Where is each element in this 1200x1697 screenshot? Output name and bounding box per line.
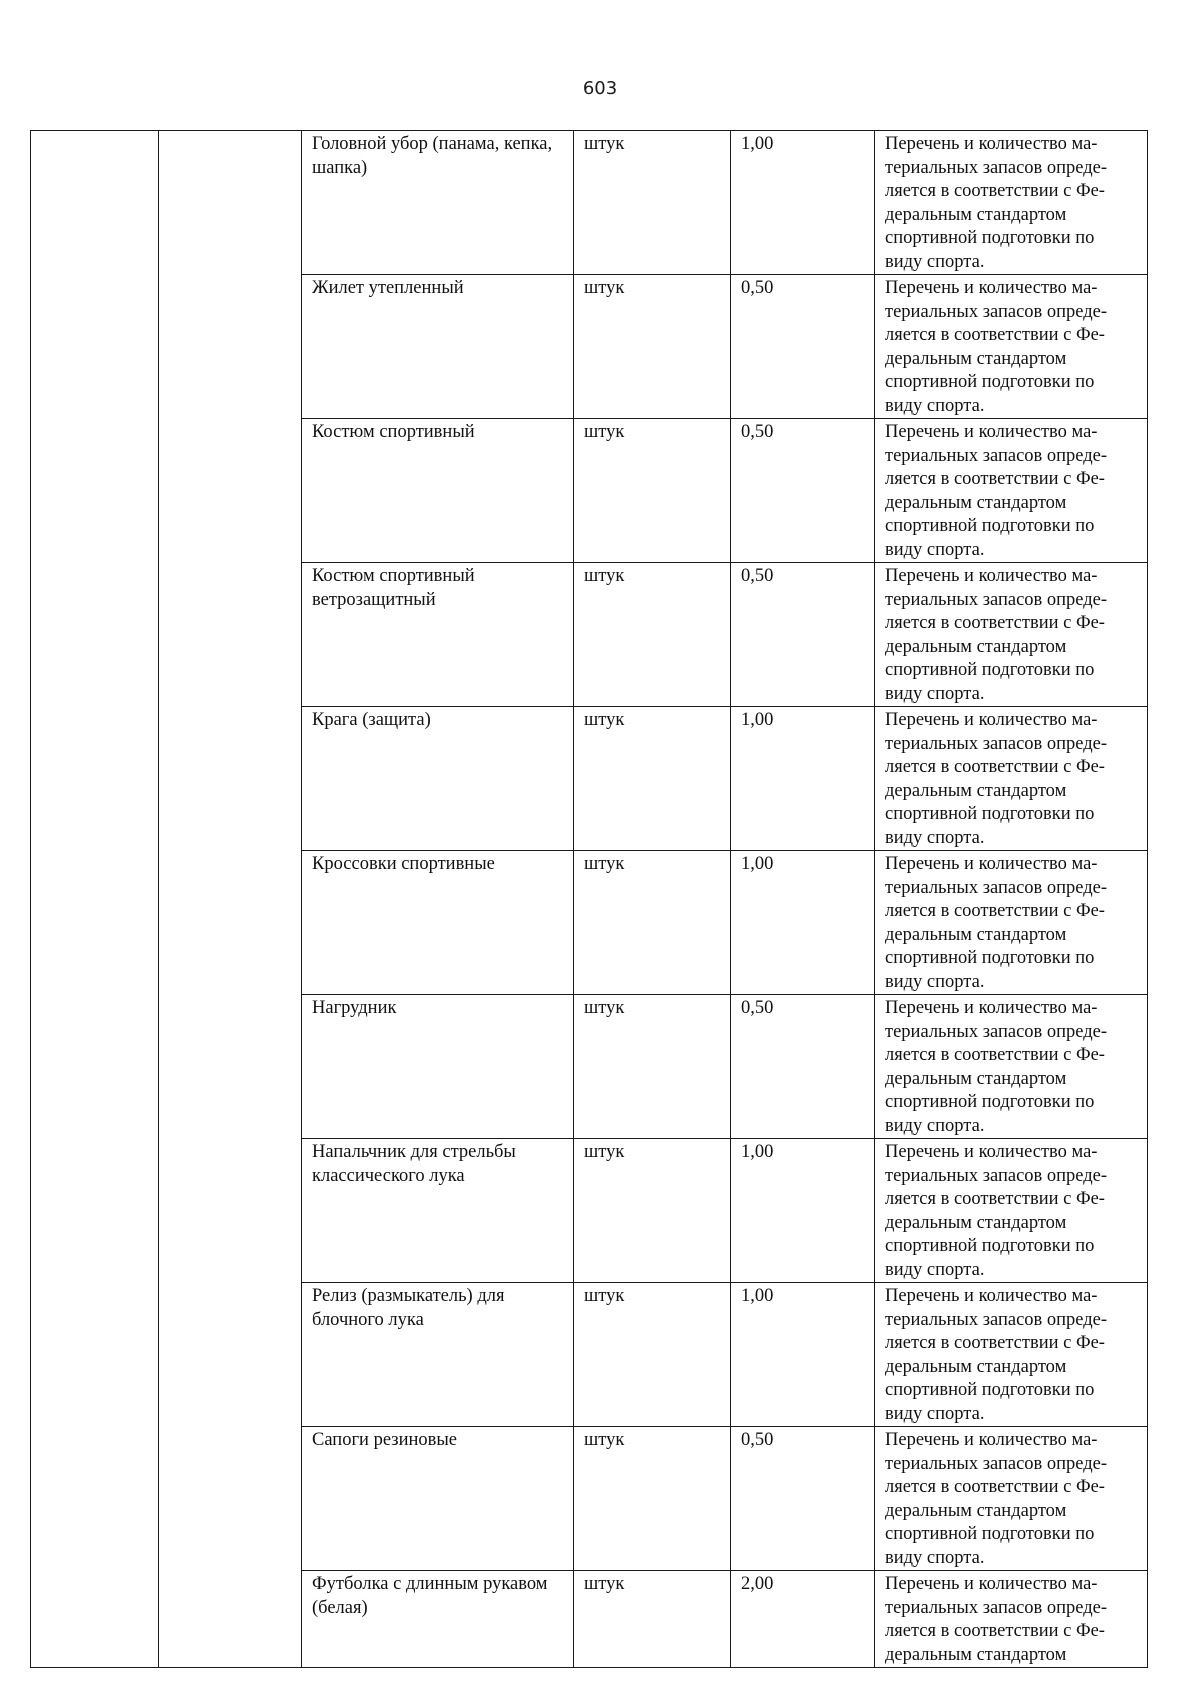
- item-unit: штук: [574, 1571, 731, 1668]
- note-line: териальных запасов опреде-: [885, 301, 1108, 322]
- item-note: [875, 419, 1148, 563]
- item-note: [875, 131, 1148, 275]
- empty-column-2: [159, 131, 302, 1668]
- note-line: териальных запасов опреде-: [885, 445, 1108, 466]
- note-line: ляется в соответствии с Фе-: [885, 325, 1105, 345]
- item-unit: штук: [574, 275, 731, 419]
- note-line: виду спорта.: [885, 827, 985, 848]
- note-line: спортивной подготовки по: [885, 516, 1095, 536]
- note-line: спортивной подготовки по: [885, 804, 1095, 824]
- note-line: ляется в соответствии с Фе-: [885, 1477, 1105, 1497]
- item-note: [875, 1571, 1148, 1668]
- page-number: 603: [582, 78, 618, 99]
- item-name: Костюм спортивный: [302, 419, 574, 563]
- item-name: Сапоги резиновые: [302, 1427, 574, 1571]
- note-line: виду спорта.: [885, 539, 985, 560]
- note-line: спортивной подготовки по: [885, 1380, 1095, 1400]
- note-line: спортивной подготовки по: [885, 1092, 1095, 1112]
- item-quantity: 1,00: [731, 707, 875, 851]
- note-line: деральным стандартом: [885, 1068, 1067, 1089]
- note-line: Перечень и количество ма-: [885, 134, 1098, 154]
- note-line: спортивной подготовки по: [885, 948, 1095, 968]
- item-note: [875, 1139, 1148, 1283]
- note-line: Перечень и количество ма-: [885, 1142, 1098, 1162]
- note-line: спортивной подготовки по: [885, 228, 1095, 248]
- item-unit: штук: [574, 995, 731, 1139]
- item-quantity: 1,00: [731, 851, 875, 995]
- note-line: териальных запасов опреде-: [885, 1309, 1108, 1330]
- item-unit: штук: [574, 419, 731, 563]
- note-line: ляется в соответствии с Фе-: [885, 181, 1105, 201]
- note-line: деральным стандартом: [885, 636, 1067, 657]
- note-line: Перечень и количество ма-: [885, 1574, 1098, 1594]
- item-name: Нагрудник: [302, 995, 574, 1139]
- note-line: Перечень и количество ма-: [885, 422, 1098, 442]
- note-line: спортивной подготовки по: [885, 660, 1095, 680]
- item-name: Футболка с длинным рукавом (белая): [302, 1571, 574, 1668]
- note-line: ляется в соответствии с Фе-: [885, 901, 1105, 921]
- item-quantity: 0,50: [731, 419, 875, 563]
- note-line: териальных запасов опреде-: [885, 1021, 1108, 1042]
- item-quantity: 0,50: [731, 563, 875, 707]
- item-quantity: 1,00: [731, 1139, 875, 1283]
- note-line: деральным стандартом: [885, 924, 1067, 945]
- note-line: Перечень и количество ма-: [885, 566, 1098, 586]
- note-line: ляется в соответствии с Фе-: [885, 1333, 1105, 1353]
- note-line: Перечень и количество ма-: [885, 854, 1098, 874]
- note-line: териальных запасов опреде-: [885, 589, 1108, 610]
- item-note: [875, 707, 1148, 851]
- equipment-table: [30, 130, 1148, 1668]
- note-line: териальных запасов опреде-: [885, 1165, 1108, 1186]
- item-name: Крага (защита): [302, 707, 574, 851]
- note-line: Перечень и количество ма-: [885, 998, 1098, 1018]
- note-line: виду спорта.: [885, 251, 985, 272]
- item-note: [875, 1427, 1148, 1571]
- item-quantity: 0,50: [731, 275, 875, 419]
- item-quantity: 2,00: [731, 1571, 875, 1668]
- item-quantity: 0,50: [731, 995, 875, 1139]
- note-line: виду спорта.: [885, 1547, 985, 1568]
- note-line: Перечень и количество ма-: [885, 1286, 1098, 1306]
- note-line: деральным стандартом: [885, 1356, 1067, 1377]
- item-name: Напальчник для стрельбы классического лука: [302, 1139, 574, 1283]
- note-line: ляется в соответствии с Фе-: [885, 613, 1105, 633]
- item-note: [875, 995, 1148, 1139]
- empty-column-1: [31, 131, 159, 1668]
- note-line: деральным стандартом: [885, 1500, 1067, 1521]
- note-line: деральным стандартом: [885, 780, 1067, 801]
- note-line: Перечень и количество ма-: [885, 278, 1098, 298]
- item-note: [875, 275, 1148, 419]
- note-line: виду спорта.: [885, 1403, 985, 1424]
- item-unit: штук: [574, 1427, 731, 1571]
- note-line: ляется в соответствии с Фе-: [885, 1621, 1105, 1641]
- note-line: виду спорта.: [885, 683, 985, 704]
- item-name: Кроссовки спортивные: [302, 851, 574, 995]
- item-note: [875, 563, 1148, 707]
- item-note: [875, 851, 1148, 995]
- item-unit: штук: [574, 563, 731, 707]
- item-quantity: 1,00: [731, 131, 875, 275]
- note-line: ляется в соответствии с Фе-: [885, 757, 1105, 777]
- note-line: Перечень и количество ма-: [885, 710, 1098, 730]
- note-line: виду спорта.: [885, 395, 985, 416]
- note-line: виду спорта.: [885, 1115, 985, 1136]
- note-line: деральным стандартом: [885, 492, 1067, 513]
- note-line: териальных запасов опреде-: [885, 733, 1108, 754]
- note-line: териальных запасов опреде-: [885, 1597, 1108, 1618]
- note-line: спортивной подготовки по: [885, 1236, 1095, 1256]
- item-name: Релиз (размыкатель) для блочного лука: [302, 1283, 574, 1427]
- item-unit: штук: [574, 131, 731, 275]
- item-unit: штук: [574, 1139, 731, 1283]
- note-line: спортивной подготовки по: [885, 1524, 1095, 1544]
- item-name: Костюм спортивный ветрозащитный: [302, 563, 574, 707]
- note-line: виду спорта.: [885, 971, 985, 992]
- note-line: териальных запасов опреде-: [885, 1453, 1108, 1474]
- item-unit: штук: [574, 707, 731, 851]
- item-name: Головной убор (панама, кепка, шапка): [302, 131, 574, 275]
- note-line: деральным стандартом: [885, 1644, 1067, 1665]
- note-line: териальных запасов опреде-: [885, 157, 1108, 178]
- item-note: [875, 1283, 1148, 1427]
- note-line: деральным стандартом: [885, 348, 1067, 369]
- note-line: ляется в соответствии с Фе-: [885, 1045, 1105, 1065]
- item-unit: штук: [574, 851, 731, 995]
- item-name: Жилет утепленный: [302, 275, 574, 419]
- note-line: ляется в соответствии с Фе-: [885, 1189, 1105, 1209]
- note-line: териальных запасов опреде-: [885, 877, 1108, 898]
- item-quantity: 0,50: [731, 1427, 875, 1571]
- note-line: ляется в соответствии с Фе-: [885, 469, 1105, 489]
- item-unit: штук: [574, 1283, 731, 1427]
- table-row: [31, 131, 1148, 275]
- note-line: виду спорта.: [885, 1259, 985, 1280]
- item-quantity: 1,00: [731, 1283, 875, 1427]
- note-line: деральным стандартом: [885, 1212, 1067, 1233]
- note-line: Перечень и количество ма-: [885, 1430, 1098, 1450]
- note-line: деральным стандартом: [885, 204, 1067, 225]
- note-line: спортивной подготовки по: [885, 372, 1095, 392]
